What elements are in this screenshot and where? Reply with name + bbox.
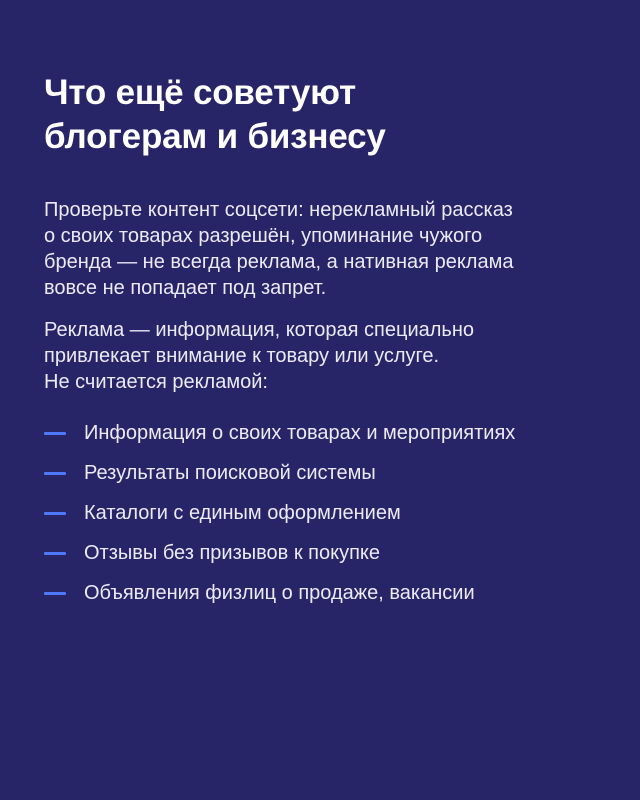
not-advertising-list	[44, 413, 600, 613]
list-item	[44, 413, 600, 453]
list-item-text: Объявления физлиц о продаже, вакансии	[84, 581, 475, 604]
list-item-text: Каталоги с единым оформлением	[84, 501, 401, 524]
list-item-text: Отзывы без призывов к покупке	[84, 541, 380, 564]
list-item	[44, 573, 600, 613]
intro-line-1: Проверьте контент соцсети: нерекламный рассказ	[44, 199, 513, 221]
list-item	[44, 453, 600, 493]
list-item-text: Информация о своих товарах и мероприятиях	[84, 421, 516, 444]
dash-icon	[44, 592, 66, 595]
title-line-1: Что ещё советуют	[44, 73, 356, 112]
list-item	[44, 493, 600, 533]
dash-icon	[44, 432, 66, 435]
intro-paragraph	[44, 197, 600, 301]
dash-icon	[44, 552, 66, 555]
dash-icon	[44, 472, 66, 475]
intro-line-3: бренда — не всегда реклама, а нативная реклама	[44, 251, 514, 273]
list-item	[44, 533, 600, 573]
intro-line-4: вовсе не попадает под запрет.	[44, 277, 327, 299]
definition-paragraph	[44, 317, 600, 395]
list-item-text: Результаты поисковой системы	[84, 461, 376, 484]
title-line-2: блогерам и бизнесу	[44, 117, 386, 156]
dash-icon	[44, 512, 66, 515]
definition-line-1: Реклама — информация, которая специально	[44, 319, 475, 341]
definition-line-3: Не считается рекламой:	[44, 371, 268, 393]
page-title	[44, 71, 600, 159]
definition-line-2: привлекает внимание к товару или услуге.	[44, 345, 440, 367]
intro-line-2: о своих товарах разрешён, упоминание чужого	[44, 225, 483, 247]
